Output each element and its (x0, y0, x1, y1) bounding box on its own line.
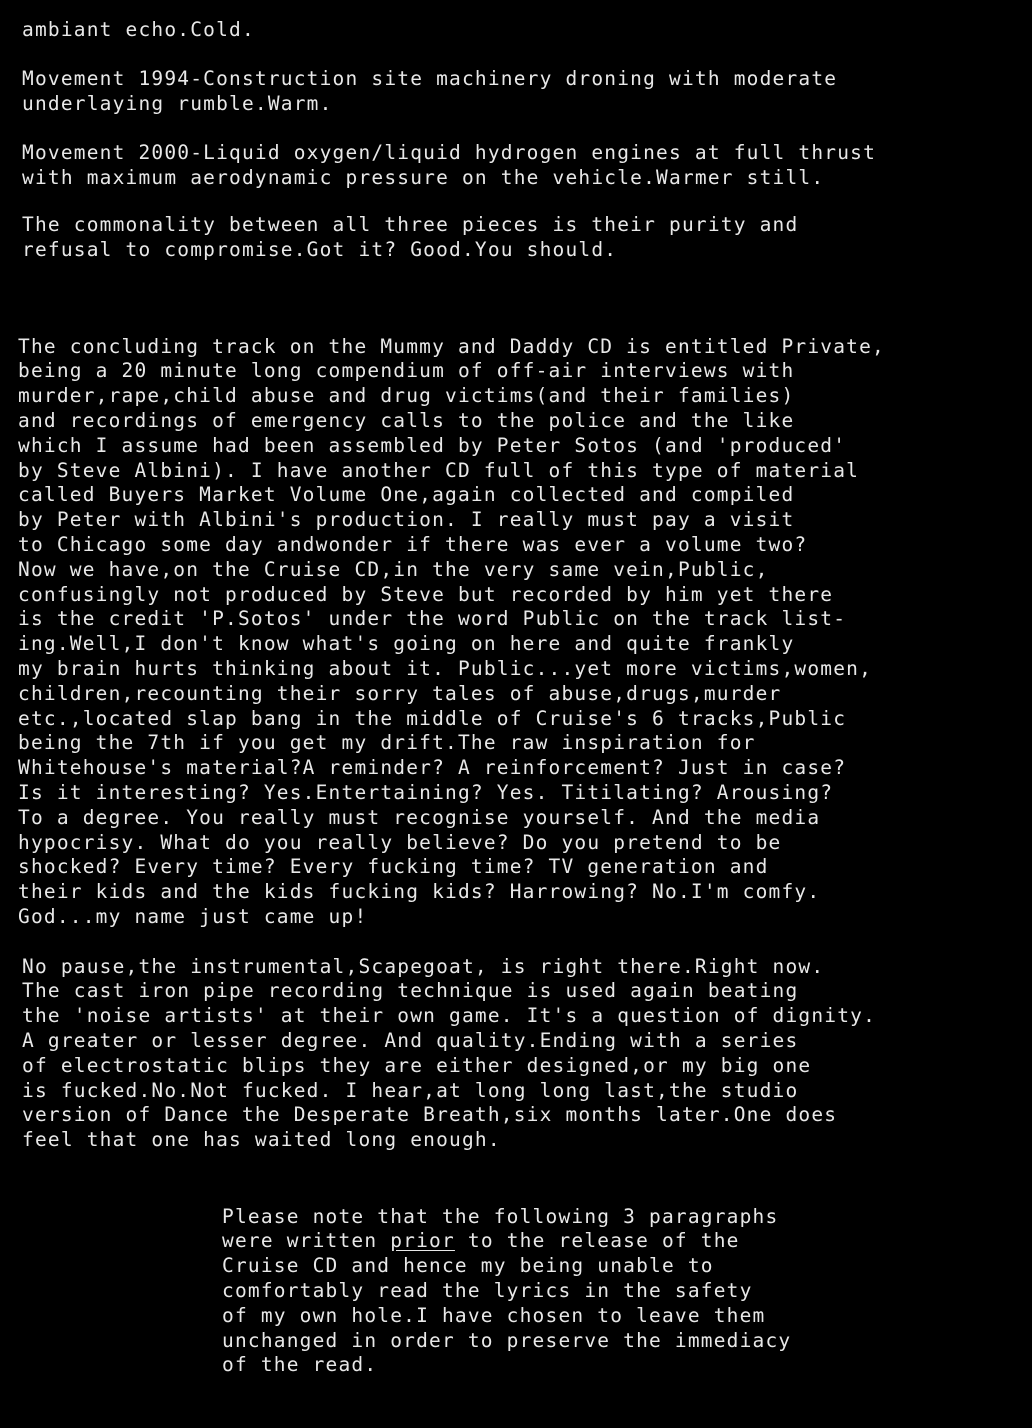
editor-note (222, 1155, 791, 1428)
note-line: of the read. (222, 1353, 378, 1377)
text-line: being the 7th if you get my drift.The raw inspiration for (18, 731, 756, 755)
text-line: called Buyers Market Volume One,again collected and compiled (18, 483, 795, 507)
text-line: Is it interesting? Yes.Entertaining? Yes. Titilating? Arousing? (18, 780, 834, 804)
note-line (222, 1229, 791, 1254)
text-line: to Chicago some day andwonder if there was ever a volume two? (18, 532, 808, 556)
text-line: The concluding track on the Mummy and Daddy CD is entitled Private, (18, 334, 885, 358)
text-line: The commonality between all three pieces is their purity and (22, 213, 799, 236)
note-line: Cruise CD and hence my being unable to (222, 1254, 714, 1278)
note-line: of my own hole.I have chosen to leave them (222, 1303, 766, 1327)
text-line: version of Dance the Desperate Breath,six months later.One does (22, 1103, 838, 1127)
text-line: The cast iron pipe recording technique is used again beating (22, 979, 799, 1003)
text-line: murder,rape,child abuse and drug victims(and their families) (18, 384, 795, 408)
text-line: children,recounting their sorry tales of abuse,drugs,murder (18, 681, 782, 705)
text-line: of electrostatic blips they are either designed,or my big one (22, 1053, 812, 1077)
text-line: hypocrisy. What do you really believe? Do you pretend to be (18, 830, 782, 854)
text-line: and recordings of emergency calls to the police and the like (18, 408, 795, 432)
text-line: feel that one has waited long enough. (22, 1128, 501, 1152)
paragraph-concluding-track (18, 285, 885, 979)
paragraph-movement-1994 (22, 67, 837, 117)
text-line: A greater or lesser degree. And quality.Ending with a series (22, 1028, 799, 1052)
text-line: Now we have,on the Cruise CD,in the very same vein,Public, (18, 557, 769, 581)
paragraph-commonality (22, 213, 798, 263)
text-line: refusal to compromise.Got it? Good.You should. (22, 237, 618, 261)
note-text: to the release of the (454, 1229, 740, 1253)
paragraph-movement-2000 (22, 141, 876, 191)
text-line: Movement 1994-Construction site machinery droning with moderate (22, 67, 838, 90)
text-line: with maximum aerodynamic pressure on the vehicle.Warmer still. (22, 165, 825, 189)
text-line: by Peter with Albini's production. I really must pay a visit (18, 508, 795, 532)
note-text: were written (222, 1229, 391, 1253)
text-line: No pause,the instrumental,Scapegoat, is right there.Right now. (22, 954, 825, 978)
note-line: Please note that the following 3 paragraphs (222, 1204, 779, 1228)
text-line: which I assume had been assembled by Peter Sotos (and 'produced' (18, 433, 847, 457)
underlined-word: prior (390, 1229, 455, 1253)
text-line: ing.Well,I don't know what's going on here and quite frankly (18, 632, 795, 656)
text-line: by Steve Albini). I have another CD full of this type of material (18, 458, 860, 482)
text-line: my brain hurts thinking about it. Public...yet more victims,women, (18, 656, 873, 680)
note-line: unchanged in order to preserve the immediacy (222, 1328, 792, 1352)
text-line: God...my name just came up! (18, 904, 368, 928)
text-line: their kids and the kids fucking kids? Harrowing? No.I'm comfy. (18, 880, 821, 904)
text-line: is the credit 'P.Sotos' under the word Public on the track list- (18, 607, 847, 631)
text-line: underlaying rumble.Warm. (22, 91, 333, 115)
paragraph-ambiant (22, 18, 255, 43)
text-line: etc.,located slap bang in the middle of Cruise's 6 tracks,Public (18, 706, 847, 730)
text-line: Whitehouse's material?A reminder? A reinforcement? Just in case? (18, 756, 847, 780)
text-line: To a degree. You really must recognise yourself. And the media (18, 805, 821, 829)
text-line: being a 20 minute long compendium of off-air interviews with (18, 359, 795, 383)
text-line: Movement 2000-Liquid oxygen/liquid hydrogen engines at full thrust (22, 141, 877, 164)
text-line: is fucked.No.Not fucked. I hear,at long long last,the studio (22, 1078, 799, 1102)
note-line: comfortably read the lyrics in the safety (222, 1278, 753, 1302)
text-line: ambiant echo.Cold. (22, 18, 255, 41)
text-line: confusingly not produced by Steve but recorded by him yet there (18, 582, 834, 606)
text-line: shocked? Every time? Every fucking time? TV generation and (18, 855, 769, 879)
text-line: the 'noise artists' at their own game. It's a question of dignity. (22, 1004, 877, 1028)
